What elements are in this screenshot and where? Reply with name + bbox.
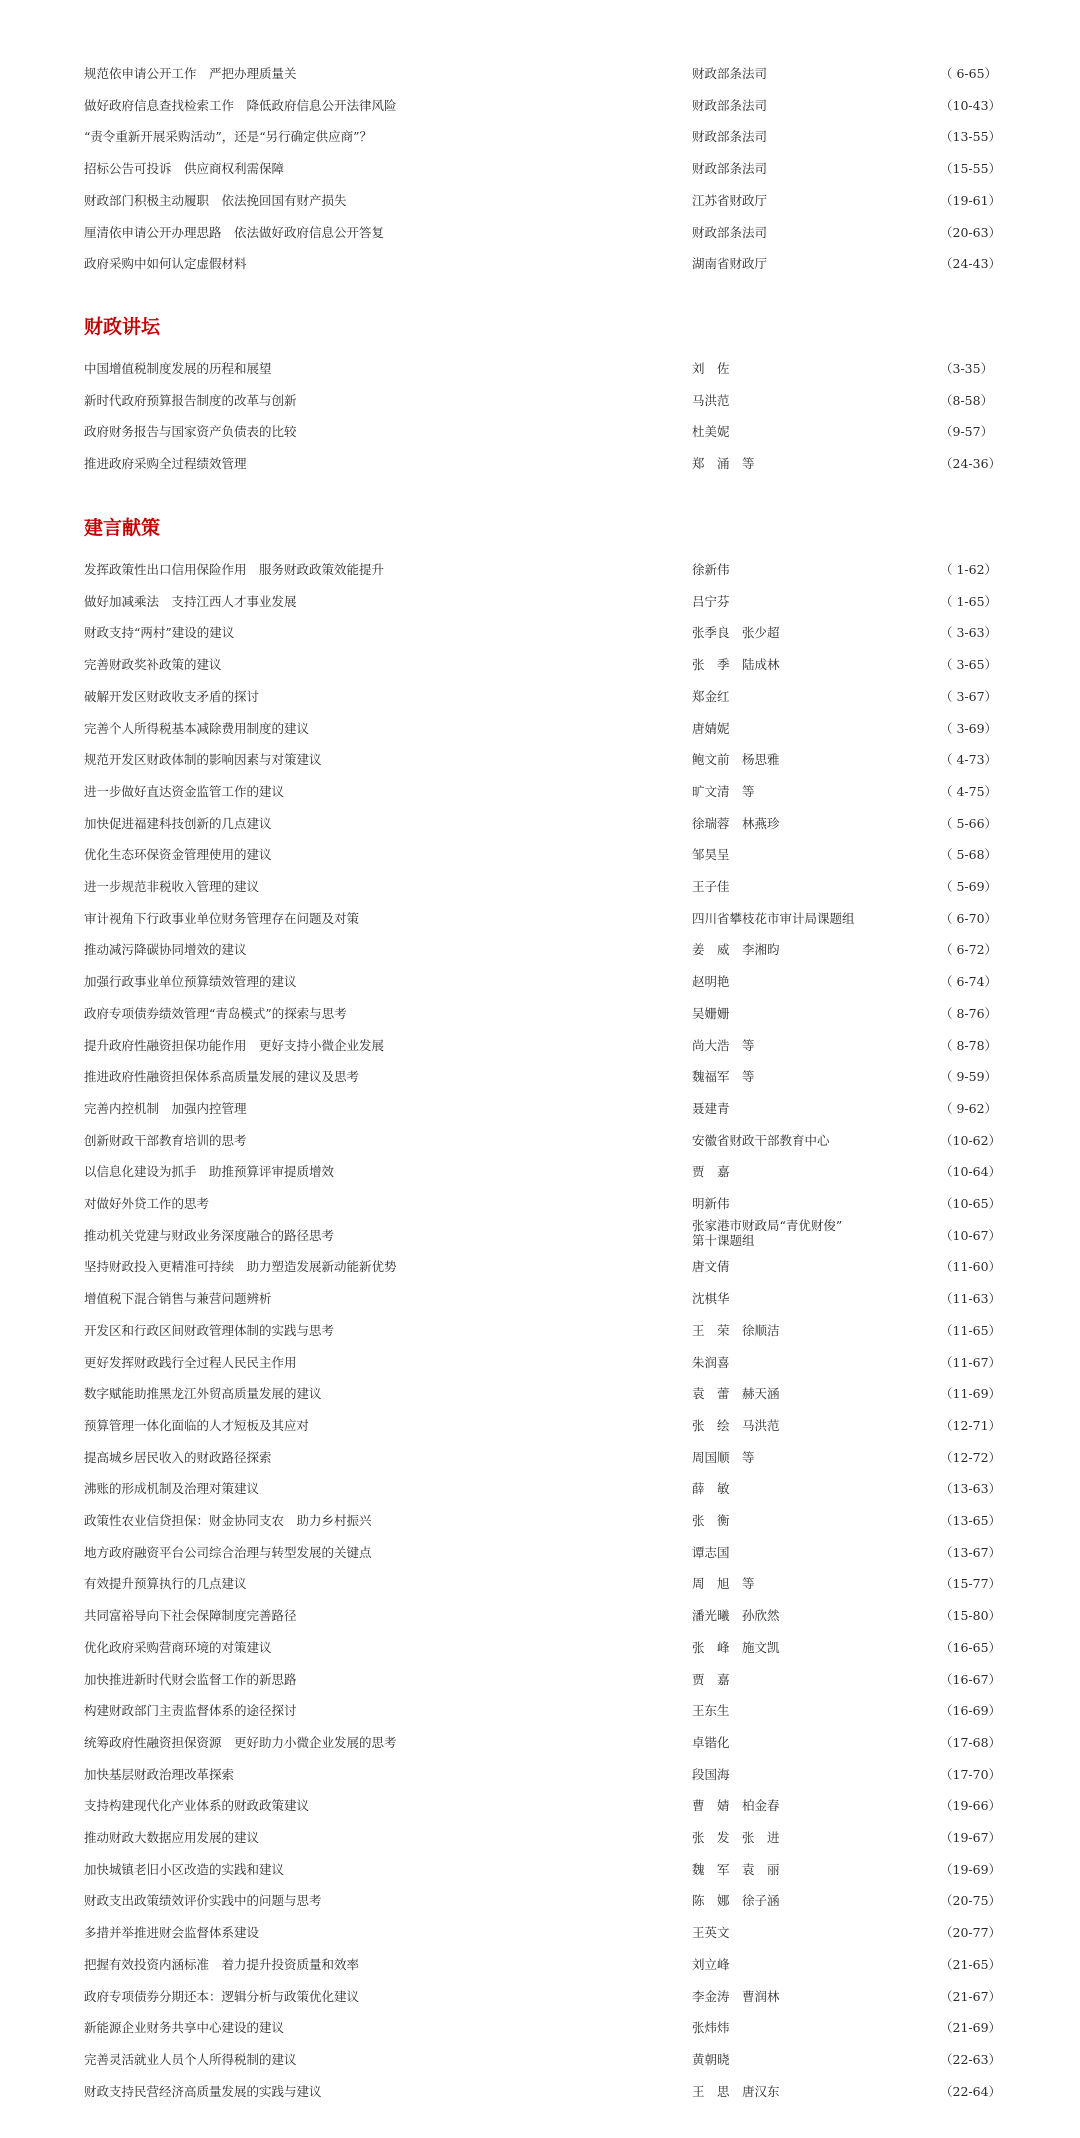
entry-page-ref: （10-43） [940, 97, 1002, 113]
entry-page-ref: （ 6-74） [940, 974, 998, 990]
entry-author: 朱润喜 [692, 1354, 730, 1370]
entry-page-ref: （ 8-76） [940, 1005, 998, 1021]
index-entry [84, 649, 1000, 675]
entry-author: 王 思 唐汉东 [692, 2083, 780, 2099]
entry-title: 厘清依申请公开办理思路 依法做好政府信息公开答复 [84, 224, 385, 240]
entry-title: 做好政府信息查找检索工作 降低政府信息公开法律风险 [84, 97, 397, 113]
entry-author: 徐瑞蓉 林燕珍 [692, 815, 780, 831]
entry-page-ref: （19-69） [940, 1861, 1002, 1877]
entry-page-ref: （13-67） [940, 1544, 1002, 1560]
entry-title: 完善灵活就业人员个人所得税制的建议 [84, 2051, 297, 2067]
index-entry [84, 776, 1000, 802]
entry-author: 张炜炜 [692, 2020, 730, 2036]
entry-page-ref: （17-70） [940, 1766, 1002, 1782]
entry-title: 开发区和行政区间财政管理体制的实践与思考 [84, 1322, 335, 1338]
entry-title: 以信息化建设为抓手 助推预算评审提质增效 [84, 1164, 335, 1180]
index-entry [84, 185, 1000, 211]
entry-title: 统筹政府性融资担保资源 更好助力小微企业发展的思考 [84, 1734, 397, 1750]
entry-title: 中国增值税制度发展的历程和展望 [84, 361, 272, 376]
entry-author: 财政部条法司 [692, 224, 768, 240]
index-entry [84, 1822, 1000, 1848]
entry-title: 政策性农业信贷担保：财金协同支农 助力乡村振兴 [84, 1513, 372, 1528]
entry-page-ref: （ 3-69） [940, 720, 998, 736]
index-entry [84, 385, 1000, 411]
index-entry [84, 808, 1000, 834]
entry-title: 进一步规范非税收入管理的建议 [84, 879, 260, 894]
entry-page-ref: （11-63） [940, 1291, 1002, 1307]
index-entry [84, 871, 1000, 897]
entry-page-ref: （ 5-66） [940, 815, 998, 831]
entry-title: 推动减污降碳协同增效的建议 [84, 942, 247, 958]
section-heading: 建言献策 [84, 517, 161, 539]
entry-title: 发挥政策性出口信用保险作用 服务财政政策效能提升 [84, 562, 385, 577]
entry-page-ref: （ 1-62） [940, 562, 998, 577]
index-entry [84, 1505, 1000, 1531]
index-entry [84, 1283, 1000, 1309]
entry-author: 姜 威 李湘昀 [692, 942, 780, 958]
entry-author: 张家港市财政局“青优财俊” 第十课题组 [692, 1217, 843, 1248]
entry-page-ref: （ 3-63） [940, 625, 998, 641]
entry-page-ref: （11-69） [940, 1386, 1002, 1402]
entry-author: 吴姗姗 [692, 1005, 730, 1021]
entry-title: 把握有效投资内涵标准 着力提升投资质量和效率 [84, 1956, 360, 1972]
index-entry [84, 1537, 1000, 1563]
entry-page-ref: （21-65） [940, 1956, 1002, 1972]
entry-title: 加强行政事业单位预算绩效管理的建议 [84, 974, 297, 990]
entry-author: 王子佳 [692, 879, 730, 894]
index-entry [84, 1188, 1000, 1214]
entry-page-ref: （ 9-59） [940, 1069, 998, 1085]
entry-author: 财政部条法司 [692, 129, 768, 145]
entry-page-ref: （19-66） [940, 1798, 1002, 1814]
entry-page-ref: （20-77） [940, 1925, 1002, 1941]
section-heading: 财政讲坛 [84, 316, 161, 338]
entry-title: 推进政府性融资担保体系高质量发展的建议及思考 [84, 1069, 360, 1085]
entry-author: 薛 敏 [692, 1481, 730, 1497]
index-entry [84, 1251, 1000, 1277]
entry-author: 谭志国 [692, 1544, 730, 1560]
entry-author: 赵明艳 [692, 974, 730, 990]
index-entry [84, 744, 1000, 770]
entry-author: 张 衡 [692, 1513, 730, 1528]
index-entry [84, 1854, 1000, 1880]
entry-author: 徐新伟 [692, 562, 730, 577]
entry-page-ref: （12-72） [940, 1449, 1002, 1465]
entry-author: 唐文倩 [692, 1259, 730, 1275]
index-entry [84, 1632, 1000, 1658]
entry-page-ref: （22-64） [940, 2083, 1002, 2099]
index-entry [84, 153, 1000, 179]
entry-author: 刘立峰 [692, 1956, 730, 1972]
index-entry [84, 121, 1000, 147]
entry-page-ref: （ 1-65） [940, 593, 998, 609]
entry-author: 张 绘 马洪范 [692, 1417, 780, 1433]
index-entry [84, 1125, 1000, 1151]
entry-page-ref: （ 6-72） [940, 942, 998, 958]
entry-author: 贾 嘉 [692, 1671, 730, 1687]
entry-title: 新时代政府预算报告制度的改革与创新 [84, 392, 297, 408]
entry-page-ref: （3-35） [940, 361, 994, 376]
index-entry [84, 839, 1000, 865]
entry-author: 王东生 [692, 1703, 730, 1719]
entry-author: 卓锴化 [692, 1734, 730, 1750]
entry-page-ref: （15-55） [940, 161, 1002, 177]
entry-title: 财政支持“两村”建设的建议 [84, 625, 235, 641]
entry-page-ref: （ 6-70） [940, 910, 998, 926]
index-entry [84, 248, 1000, 274]
entry-title: 更好发挥财政践行全过程人民民主作用 [84, 1354, 297, 1370]
entry-author: 张 峰 施文凯 [692, 1639, 780, 1655]
entry-title: 破解开发区财政收支矛盾的探讨 [84, 688, 260, 704]
index-entry [84, 586, 1000, 612]
index-entry [84, 554, 1000, 580]
index-entry [84, 1664, 1000, 1690]
entry-page-ref: （ 3-65） [940, 657, 998, 673]
index-entry [84, 1917, 1000, 1943]
entry-author: 刘 佐 [692, 361, 730, 376]
index-entry [84, 998, 1000, 1024]
index-entry [84, 217, 1000, 243]
index-entry [84, 1093, 1000, 1119]
entry-author: 四川省攀枝花市审计局课题组 [692, 910, 855, 926]
entry-author: 曹 婧 柏金春 [692, 1798, 780, 1814]
entry-title: 加快基层财政治理改革探索 [84, 1766, 235, 1782]
index-entry [84, 1378, 1000, 1404]
entry-author: 沈棋华 [692, 1291, 730, 1307]
entry-author: 吕宁芬 [692, 593, 730, 609]
entry-page-ref: （8-58） [940, 392, 994, 408]
entry-page-ref: （ 4-75） [940, 783, 998, 799]
entry-title: 推动财政大数据应用发展的建议 [84, 1830, 260, 1845]
entry-page-ref: （16-69） [940, 1703, 1002, 1719]
index-entry [84, 1217, 1002, 1248]
entry-title: 规范依申请公开工作 严把办理质量关 [84, 66, 297, 81]
entry-author: 周 旭 等 [692, 1576, 755, 1592]
entry-page-ref: （ 9-62） [940, 1100, 998, 1116]
index-entry [84, 1600, 1000, 1626]
entry-author: 张 发 张 进 [692, 1830, 780, 1845]
entry-title: 有效提升预算执行的几点建议 [84, 1576, 247, 1592]
entry-page-ref: （17-68） [940, 1734, 1002, 1750]
entry-title: 完善个人所得税基本减除费用制度的建议 [84, 720, 310, 736]
entry-author: 旷文清 等 [692, 783, 755, 799]
entry-page-ref: （16-65） [940, 1639, 1002, 1655]
entry-title: 加快推进新时代财会监督工作的新思路 [84, 1671, 297, 1687]
entry-title: 完善内控机制 加强内控管理 [84, 1100, 247, 1116]
entry-author: 黄朝晓 [692, 2051, 730, 2067]
entry-page-ref: （15-80） [940, 1608, 1002, 1624]
entry-author: 财政部条法司 [692, 161, 768, 177]
entry-title: 加快城镇老旧小区改造的实践和建议 [84, 1861, 285, 1877]
entry-page-ref: （9-57） [940, 424, 994, 440]
entry-author: 唐婧妮 [692, 720, 730, 736]
entry-author: 马洪范 [692, 392, 730, 408]
index-entry [84, 416, 1000, 442]
entry-page-ref: （ 8-78） [940, 1037, 998, 1053]
entry-title: 财政支持民营经济高质量发展的实践与建议 [84, 2083, 322, 2099]
index-entry [84, 1727, 1000, 1753]
entry-title: 政府专项债券分期还本：逻辑分析与政策优化建议 [84, 1988, 360, 2004]
index-entry [84, 966, 1000, 992]
entry-author: 江苏省财政厅 [692, 192, 768, 208]
index-entry [84, 353, 1000, 379]
entry-page-ref: （16-67） [940, 1671, 1002, 1687]
entry-author: 财政部条法司 [692, 97, 768, 113]
entry-page-ref: （ 3-67） [940, 688, 998, 704]
entry-author: 魏 军 袁 丽 [692, 1861, 780, 1877]
entry-author: 贾 嘉 [692, 1164, 730, 1180]
index-entry [84, 1790, 1000, 1816]
index-entry [84, 903, 1000, 929]
entry-author: 段国海 [692, 1766, 730, 1782]
entry-title: 进一步做好直达资金监管工作的建议 [84, 783, 285, 799]
entry-title: 共同富裕导向下社会保障制度完善路径 [84, 1608, 297, 1624]
entry-author: 张 季 陆成林 [692, 657, 780, 673]
entry-page-ref: （24-36） [940, 456, 1002, 472]
entry-page-ref: （ 5-69） [940, 879, 998, 894]
entry-author: 聂建青 [692, 1100, 730, 1116]
entry-title: 提高城乡居民收入的财政路径探索 [84, 1449, 272, 1465]
entry-page-ref: （11-65） [940, 1322, 1002, 1338]
entry-page-ref: （22-63） [940, 2051, 1002, 2067]
entry-title: 推进政府采购全过程绩效管理 [84, 456, 247, 472]
entry-page-ref: （10-64） [940, 1164, 1002, 1180]
entry-page-ref: （ 6-65） [940, 66, 998, 81]
index-entry [84, 934, 1000, 960]
entry-title: 做好加减乘法 支持江西人才事业发展 [84, 593, 297, 609]
entry-title: 增值税下混合销售与兼营问题辨析 [84, 1291, 272, 1307]
entry-page-ref: （11-60） [940, 1259, 1002, 1275]
entry-title: 创新财政干部教育培训的思考 [84, 1132, 247, 1148]
entry-title: 地方政府融资平台公司综合治理与转型发展的关键点 [84, 1544, 372, 1560]
entry-title: 多措并举推进财会监督体系建设 [84, 1925, 260, 1941]
entry-title: 优化生态环保资金管理使用的建议 [84, 847, 272, 863]
index-entry [84, 1695, 1000, 1721]
entry-title: 推动机关党建与财政业务深度融合的路径思考 [84, 1227, 335, 1243]
index-entry [84, 1410, 1000, 1436]
entry-page-ref: （ 5-68） [940, 847, 998, 863]
entry-page-ref: （12-71） [940, 1417, 1002, 1433]
entry-author: 袁 蕾 赫天涵 [692, 1386, 780, 1402]
entry-author: 财政部条法司 [692, 66, 768, 81]
index-entry [84, 2012, 1000, 2038]
entry-author: 湖南省财政厅 [692, 256, 768, 272]
entry-page-ref: （13-63） [940, 1481, 1002, 1497]
entry-page-ref: （15-77） [940, 1576, 1002, 1592]
index-entry [84, 1473, 1000, 1499]
index-entry [84, 1315, 1000, 1341]
entry-page-ref: （21-69） [940, 2020, 1002, 2036]
entry-title: 提升政府性融资担保功能作用 更好支持小微企业发展 [84, 1037, 385, 1053]
entry-title: 坚持财政投入更精准可持续 助力塑造发展新动能新优势 [84, 1259, 397, 1275]
entry-author: 郑 涌 等 [692, 456, 755, 472]
index-entry [84, 1442, 1000, 1468]
entry-title: 加快促进福建科技创新的几点建议 [84, 815, 272, 831]
entry-title: 沸账的形成机制及治理对策建议 [84, 1481, 260, 1497]
entry-title: 新能源企业财务共享中心建设的建议 [84, 2020, 285, 2036]
entry-page-ref: （21-67） [940, 1988, 1002, 2004]
entry-page-ref: （13-55） [940, 129, 1002, 145]
entry-author: 郑金红 [692, 688, 730, 704]
index-entry [84, 1347, 1000, 1373]
entry-title: 财政部门积极主动履职 依法挽回国有财产损失 [84, 192, 347, 208]
entry-title: 支持构建现代化产业体系的财政政策建议 [84, 1798, 310, 1814]
entry-title: 预算管理一体化面临的人才短板及其应对 [84, 1417, 310, 1433]
entry-title: 政府财务报告与国家资产负债表的比较 [84, 424, 297, 440]
entry-page-ref: （10-67） [940, 1227, 1002, 1243]
index-entry [84, 58, 1000, 84]
entry-title: 构建财政部门主责监督体系的途径探讨 [84, 1703, 297, 1719]
entry-page-ref: （19-67） [940, 1830, 1002, 1845]
entry-title: 规范开发区财政体制的影响因素与对策建议 [84, 752, 322, 768]
entry-page-ref: （24-43） [940, 256, 1002, 272]
index-entry [84, 713, 1000, 739]
entry-author: 邹昊呈 [692, 847, 730, 863]
entry-author: 尚大浩 等 [692, 1037, 755, 1053]
entry-title: 政府采购中如何认定虚假材料 [84, 256, 247, 272]
entry-title: 财政支出政策绩效评价实践中的问题与思考 [84, 1893, 322, 1909]
entry-title: 审计视角下行政事业单位财务管理存在问题及对策 [84, 910, 360, 926]
entry-title: 优化政府采购营商环境的对策建议 [84, 1639, 272, 1655]
index-entry [84, 90, 1000, 116]
index-entry [84, 1156, 1000, 1182]
index-entry [84, 1568, 1000, 1594]
entry-page-ref: （20-63） [940, 224, 1002, 240]
entry-page-ref: （13-65） [940, 1513, 1002, 1528]
entry-author: 王英文 [692, 1925, 730, 1941]
entry-title: 招标公告可投诉 供应商权利需保障 [84, 161, 285, 177]
entry-page-ref: （11-67） [940, 1354, 1002, 1370]
entry-author: 安徽省财政干部教育中心 [692, 1132, 830, 1148]
index-entry [84, 1759, 1000, 1785]
entry-page-ref: （10-65） [940, 1196, 1002, 1211]
index-entry [84, 1030, 1000, 1056]
index-entry [84, 2076, 1000, 2102]
entry-author: 明新伟 [692, 1196, 730, 1211]
entry-author: 杜美妮 [692, 424, 730, 440]
entry-title: “责令重新开展采购活动”，还是“另行确定供应商”？ [84, 129, 373, 145]
index-entry [84, 1981, 1000, 2007]
entry-author: 张季良 张少超 [692, 625, 780, 641]
entry-author: 鲍文前 杨思雅 [692, 752, 780, 768]
entry-page-ref: （ 4-73） [940, 752, 998, 768]
index-entry [84, 448, 1000, 474]
entry-title: 数字赋能助推黑龙江外贸高质量发展的建议 [84, 1386, 322, 1402]
entry-page-ref: （10-62） [940, 1132, 1002, 1148]
entry-author: 王 荣 徐顺洁 [692, 1322, 780, 1338]
entry-title: 政府专项债券绩效管理“青岛模式”的探索与思考 [84, 1005, 347, 1021]
entry-author: 潘光曦 孙欣然 [692, 1608, 780, 1624]
entry-page-ref: （19-61） [940, 192, 1002, 208]
index-entry [84, 1949, 1000, 1975]
entry-title: 对做好外贷工作的思考 [84, 1196, 210, 1211]
index-entry [84, 1885, 1000, 1911]
index-entry [84, 681, 1000, 707]
entry-author: 周国顺 等 [692, 1449, 755, 1465]
index-entry [84, 617, 1000, 643]
entry-author: 魏福军 等 [692, 1069, 755, 1085]
index-entry [84, 1061, 1000, 1087]
entry-title: 完善财政奖补政策的建议 [84, 657, 222, 673]
entry-page-ref: （20-75） [940, 1893, 1002, 1909]
entry-author: 陈 娜 徐子涵 [692, 1893, 780, 1909]
entry-author: 李金涛 曹润林 [692, 1988, 780, 2004]
index-entry [84, 2044, 1000, 2070]
